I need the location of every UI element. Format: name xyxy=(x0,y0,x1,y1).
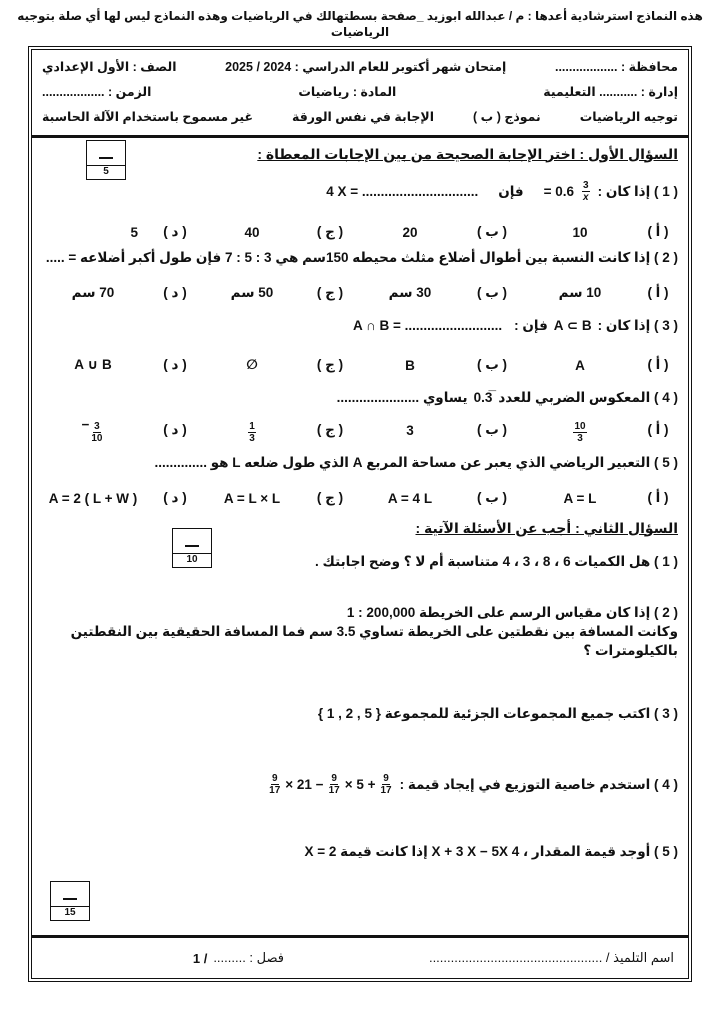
option-label-d: ( د ) xyxy=(163,490,187,505)
option-label-a: ( أ ) xyxy=(647,285,669,300)
time: الزمن : .................. xyxy=(42,85,152,99)
q1-options xyxy=(42,220,678,244)
option-c[interactable]: A = L × L xyxy=(223,490,281,506)
q1-then: فإن xyxy=(498,183,524,199)
option-label-a: ( أ ) xyxy=(647,224,669,239)
s2-question-2-line1 xyxy=(42,603,678,622)
section2-score-box: 10 xyxy=(172,528,212,568)
s2-question-1 xyxy=(42,552,678,571)
option-a[interactable]: $\frac{10}{3}$ xyxy=(574,420,586,444)
option-d[interactable]: A ∪ B xyxy=(74,357,112,372)
option-label-c: ( ج ) xyxy=(316,490,344,505)
q1-value: = 0.6 xyxy=(543,183,575,199)
option-label-a: ( أ ) xyxy=(647,422,669,437)
s2-q4-expression: $\frac{9}{17}$ × 21 − $\frac{9}{17}$ × 5 + $\frac{9}{17}$ xyxy=(269,773,392,796)
q5-text: ( 5 ) التعبير الرياضي الذي يعبر عن مساحة المربع A الذي طول ضلعه L هو .............. xyxy=(154,455,678,470)
option-label-c: ( ج ) xyxy=(316,357,344,372)
q3-options xyxy=(42,353,678,377)
header-row-3 xyxy=(42,104,678,129)
s2-question-3 xyxy=(42,704,678,723)
question-2 xyxy=(42,248,678,267)
grade: الصف : الأول الإعدادي xyxy=(42,60,177,74)
s2-question-4 xyxy=(42,773,678,796)
q3-then: فإن : xyxy=(514,317,548,333)
option-d[interactable]: 70 سم xyxy=(71,285,115,300)
section1-title xyxy=(42,142,678,166)
section2 xyxy=(42,516,678,927)
s2-q2-line1-text: ( 2 ) إذا كان مقياس الرسم على الخريطة 200,000 : 1 xyxy=(346,605,678,620)
header-row-2 xyxy=(42,79,678,104)
option-b[interactable]: 3 xyxy=(406,422,414,438)
option-label-b: ( ب ) xyxy=(476,285,508,300)
option-c[interactable]: ∅ xyxy=(246,357,258,372)
s2-q4-prefix: ( 4 ) استخدم خاصية التوزيع في إيجاد قيمة : xyxy=(399,777,678,792)
final-score-box: 15 xyxy=(50,881,90,921)
q3-blank: A ∩ B = .......................... xyxy=(352,317,503,333)
q2-text: ( 2 ) إذا كانت النسبة بين أطوال أضلاع مثلث محيطه 150سم هي 3 : 5 : 7 فإن طول أكبر أضلاعه = ..... xyxy=(45,250,678,265)
header-row-1 xyxy=(42,54,678,79)
s2-q3-text: ( 3 ) اكتب جميع المجموعات الجزئية للمجموعة { 5 , 2 , 1 } xyxy=(317,706,678,721)
option-label-c: ( ج ) xyxy=(316,422,344,437)
section2-title xyxy=(42,516,678,540)
administration: إدارة : ........... التعليمية xyxy=(543,85,678,99)
exam-footer xyxy=(32,935,688,978)
question-5 xyxy=(42,453,678,472)
option-c[interactable]: 40 xyxy=(244,224,260,240)
s2-question-2-line2 xyxy=(42,622,678,660)
q1-fraction: $\frac{3}{x}$ xyxy=(583,179,589,203)
model: نموذج ( ب ) xyxy=(473,110,541,124)
option-b[interactable]: B xyxy=(405,357,415,373)
option-label-a: ( أ ) xyxy=(647,357,669,372)
option-c[interactable]: 50 سم xyxy=(230,285,274,300)
q4-options xyxy=(42,415,678,445)
calculator-note: غير مسموح باستخدام الآلة الحاسبة xyxy=(42,110,254,124)
option-label-b: ( ب ) xyxy=(476,490,508,505)
top-note: هذه النماذج استرشادية أعدها : م / عبدالله ابوزيد _صفحة بسطتهالك في الرياضيات وهذه النماذج ليس لها أي صلة بتوجيه الرياضيات xyxy=(17,9,703,39)
q4-prefix: ( 4 ) المعكوس الضربي للعدد xyxy=(498,389,678,405)
option-label-d: ( د ) xyxy=(163,357,187,372)
section1-title-text: السؤال الأول : اختر الإجابة الصحيحة من بين الإجابات المعطاة : xyxy=(257,145,678,162)
q4-number: 0.3̅ xyxy=(473,389,493,405)
q5-options xyxy=(42,486,678,510)
section2-title-text: السؤال الثاني : أجب عن الأسئلة الآتية : xyxy=(415,519,678,536)
q2-options xyxy=(42,281,678,305)
class-field[interactable]: فصل : ......... xyxy=(213,950,284,965)
option-c[interactable]: $\frac{1}{3}$ xyxy=(249,420,255,444)
question-4 xyxy=(42,385,678,409)
q1-prefix: ( 1 ) إذا كان : xyxy=(597,183,678,199)
option-label-d: ( د ) xyxy=(163,224,187,239)
option-b[interactable]: A = 4 L xyxy=(387,490,433,506)
exam-frame xyxy=(28,46,692,982)
subject: المادة : رياضيات xyxy=(298,85,397,99)
option-label-b: ( ب ) xyxy=(476,422,508,437)
page-number: / 1 xyxy=(192,950,208,966)
option-d[interactable]: A = 2 ( L + W ) xyxy=(48,490,138,506)
section1-score-box: 5 xyxy=(86,140,126,180)
s2-q1-text: ( 1 ) هل الكميات 6 ، 8 ، 3 ، 4 متناسبة أم لا ؟ وضح اجابتك . xyxy=(315,554,678,569)
option-d[interactable]: − $\frac{3}{10}$ xyxy=(81,416,103,444)
s2-q5-text: ( 5 ) أوجد قيمة المقدار ، 4 X + 3 X − 5X إذا كانت قيمة X = 2 xyxy=(304,844,678,859)
option-a[interactable]: 10 xyxy=(572,224,588,240)
q3-prefix: ( 3 ) إذا كان : xyxy=(597,317,678,333)
s2-question-5 xyxy=(42,842,678,861)
s2-q2-line2-text: وكانت المسافة بين نقطتين على الخريطة تساوي 3.5 سم فما المسافة الحقيقية بين النقطتين بالكيلومترات ؟ xyxy=(70,624,678,658)
option-a[interactable]: A xyxy=(575,357,585,373)
q1-blank: 4 X = ............................... xyxy=(326,183,479,199)
option-label-b: ( ب ) xyxy=(476,224,508,239)
option-label-a: ( أ ) xyxy=(647,490,669,505)
option-a[interactable]: 10 سم xyxy=(558,285,602,300)
exam-header xyxy=(32,50,688,138)
option-b[interactable]: 20 xyxy=(402,224,418,240)
option-label-d: ( د ) xyxy=(163,422,187,437)
q4-tail: يساوي ...................... xyxy=(336,389,468,405)
exam-title: إمتحان شهر أكتوبر للعام الدراسي : 2024 / 2025 xyxy=(225,60,507,74)
option-b[interactable]: 30 سم xyxy=(388,285,432,300)
option-d[interactable]: 5 xyxy=(130,224,138,240)
option-a[interactable]: A = L xyxy=(563,490,597,506)
answer-note: الإجابة في نفس الورقة xyxy=(292,110,435,124)
option-label-d: ( د ) xyxy=(163,285,187,300)
option-label-c: ( ج ) xyxy=(316,224,344,239)
option-label-c: ( ج ) xyxy=(316,285,344,300)
directorate: توجيه الرياضيات xyxy=(579,110,678,124)
student-name-field[interactable]: اسم التلميذ / ................................................ xyxy=(428,950,674,965)
option-label-b: ( ب ) xyxy=(476,357,508,372)
question-1 xyxy=(42,174,678,208)
question-3 xyxy=(42,313,678,337)
governorate: محافظة : .................. xyxy=(554,60,678,74)
q3-condition: A ⊂ B xyxy=(553,317,592,333)
exam-body xyxy=(32,138,688,935)
final-score-area xyxy=(42,861,678,927)
